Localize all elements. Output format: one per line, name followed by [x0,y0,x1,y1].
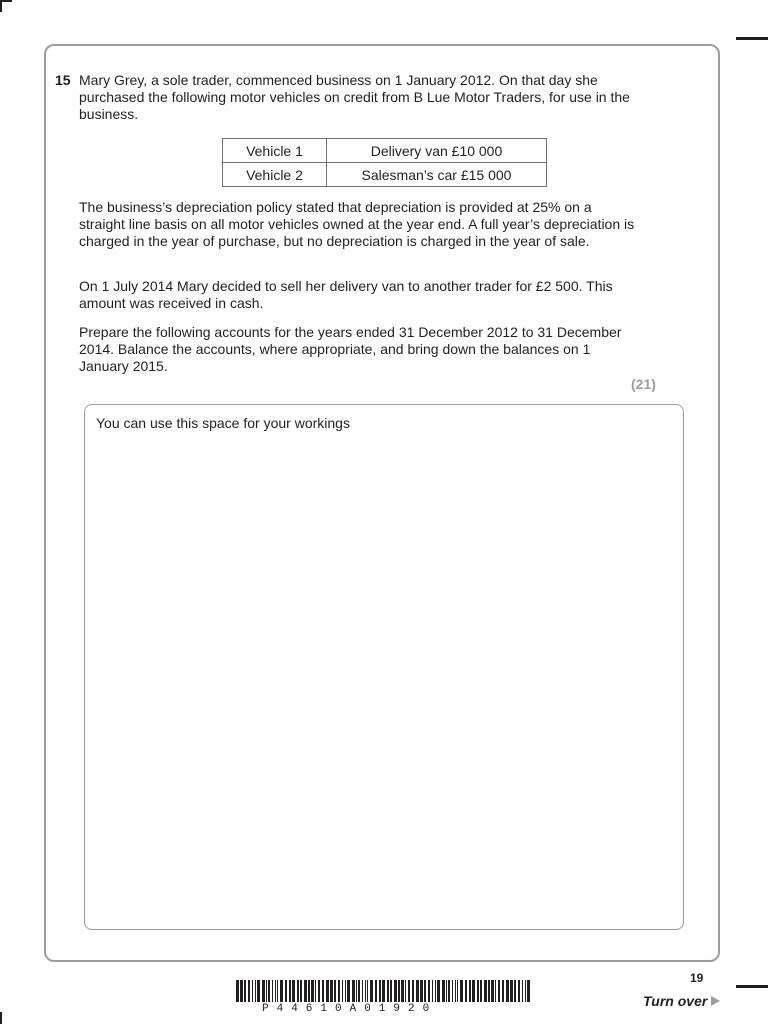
crop-mark-top-right [736,37,768,40]
instruction-text: Prepare the following accounts for the years ended 31 December 2012 to 31 December 2014. Balance the accounts, where appropriate, and bring down the balances on 1 January 2015. [79,324,622,374]
table-row [223,139,547,163]
crop-mark-bottom-right [736,985,768,988]
vehicles-table [222,138,547,187]
page-number: 19 [690,971,704,985]
workings-box[interactable] [84,404,684,930]
vehicle-description-cell: Delivery van £10 000 [327,139,547,163]
vehicle-name-cell: Vehicle 1 [223,139,327,163]
sale-text: On 1 July 2014 Mary decided to sell her delivery van to another trader for £2 500. This amount was received in cash. [79,278,613,311]
crop-mark-bottom-left [0,1012,2,1024]
question-number: 15 [55,72,71,88]
crop-mark-top-left-vertical [0,0,2,12]
marks-label: (21) [631,376,656,392]
turn-over-arrow-icon [711,996,720,1006]
vehicle-name-cell: Vehicle 2 [223,163,327,187]
table-row [223,163,547,187]
workings-label: You can use this space for your workings [96,415,350,431]
barcode-text: P44610A01920 [262,1003,438,1015]
depreciation-policy-text: The business’s depreciation policy stated that depreciation is provided at 25% on a straight line basis on all motor vehicles owned at the year end. A full year’s depreciation is charged in the year of purchase, but no depreciation is charged in the year of sale. [79,199,635,249]
question-intro: Mary Grey, a sole trader, commenced business on 1 January 2012. On that day she purchased the following motor vehicles on credit from B Lue Motor Traders, for use in the business. [79,72,630,122]
vehicle-description-cell: Salesman’s car £15 000 [327,163,547,187]
turn-over-label: Turn over [643,993,708,1009]
